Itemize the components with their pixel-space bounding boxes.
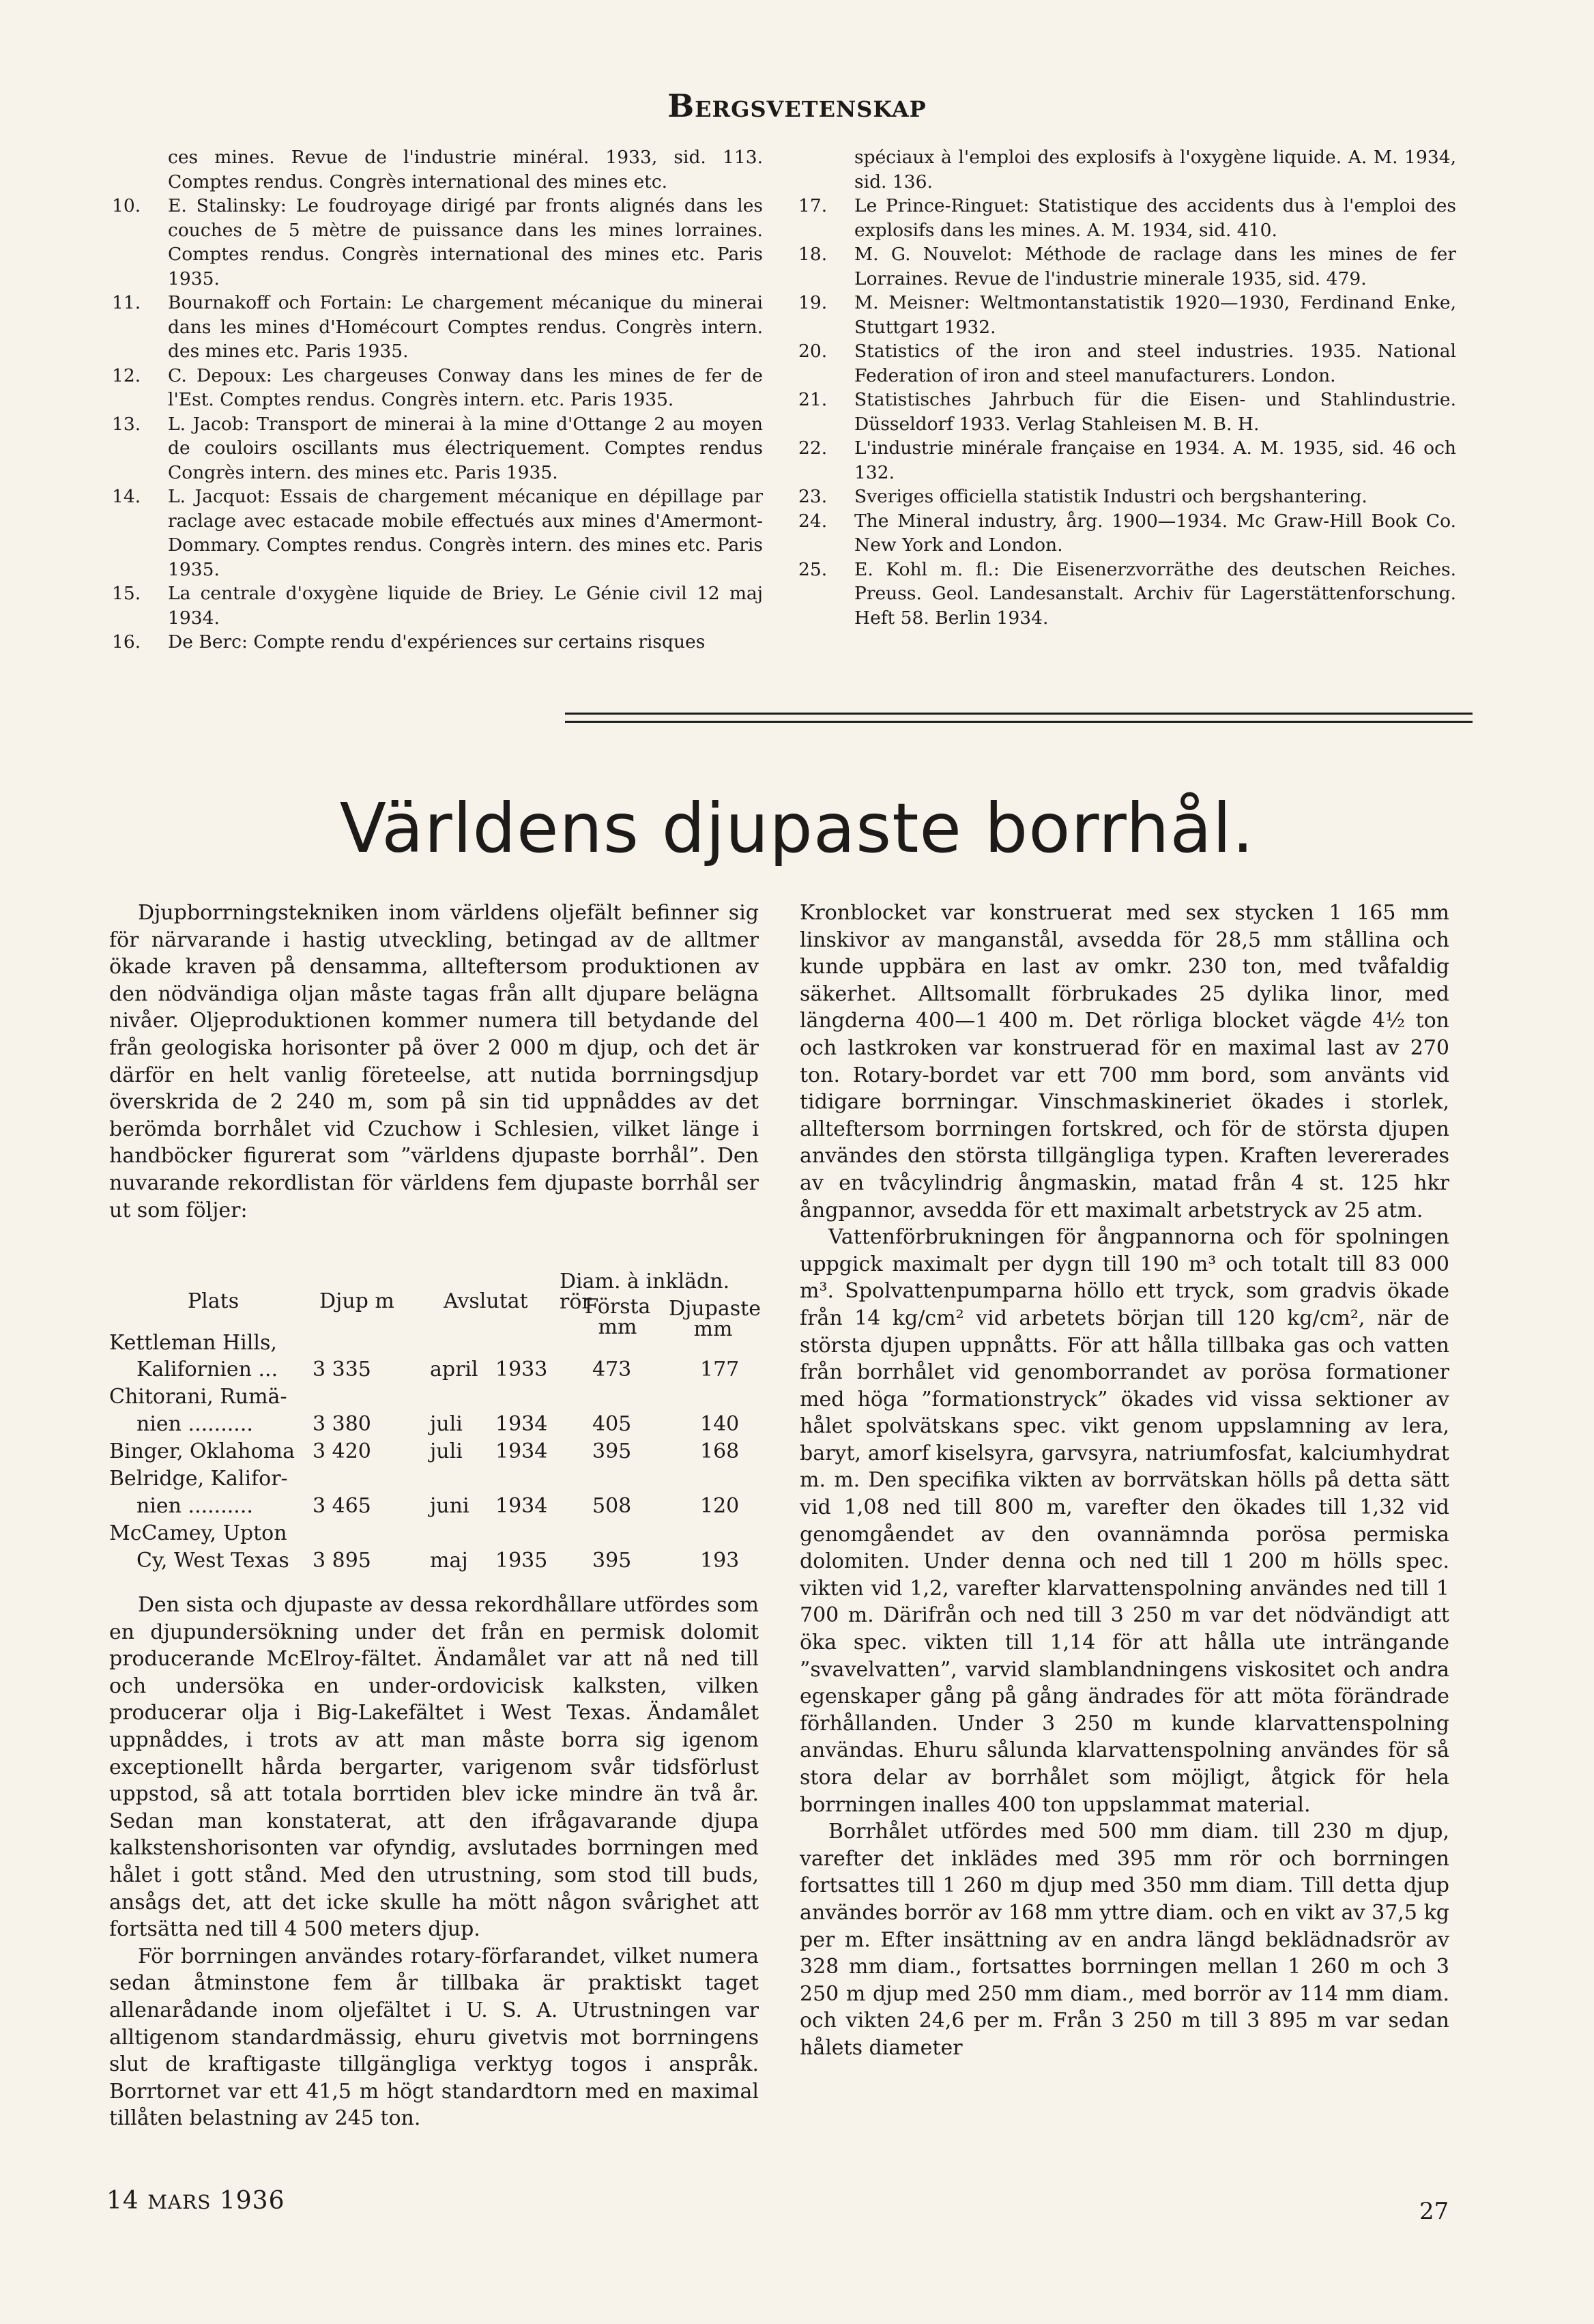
table-row-place: McCamey, Upton [109, 1521, 287, 1545]
reference-item: 22. L'industrie minérale française en 1934. A. M. 1935, sid. 46 och 132. [798, 437, 1456, 483]
table-row-deepest: 193 [700, 1549, 740, 1573]
table-row-month: juli [430, 1439, 463, 1463]
reference-item: 23. Sveriges officiella statistik Industri och bergshantering. [798, 486, 1367, 507]
table-row-month: juli [430, 1412, 463, 1436]
record-table [109, 1259, 759, 1594]
article-paragraph: Vattenförbrukningen för ångpannorna och för spolningen uppgick maximalt per dygn till 190 m³ och totalt till 83 000 m³. Spolvattenpumparna höllo ett tryck, som gradvis ökade från 14 kg/cm² vid arbetets början till 120 kg/cm², när de största djupen uppnåtts. För att hålla tillbaka gas och vatten från borrhålet vid genomborrandet av porösa formationer med höga ”formationstryck” ökades vid vissa sektioner av hålet spolvätskans spec. vikt genom uppslamning av lera, baryt, amorf kiselsyra, garvsyra, natriumfosfat, kalciumhydrat m. m. Den specifika vikten av borrvätskan hölls på detta sätt vid 1,08 ned till 800 m, varefter den ökades till 1,32 vid genomgåendet av den ovannämnda porösa permiska dolomiten. Under denna och ned till 1 200 m hölls spec. vikten vid 1,2, varefter klarvattenspolning användes ned till 1 700 m. Därifrån och ned till 3 250 m var det nödvändigt att öka spec. vikten till 1,14 för att hålla ute inträngande ”svavelvatten”, varvid slamblandningens viskositet och andra egenskaper gång på gång ändrades för att möta förändrade förhållanden. Under 3 250 m kunde klarvattenspolning användas. Ehuru sålunda klarvattenspolning användes för så stora delar av borrhålet som möjligt, åtgick för hela borrningen inalles 400 ton uppslammat material. [800, 1225, 1449, 1817]
table-row-place: Chitorani, Rumä- [109, 1385, 287, 1409]
table-row-depth: 3 465 [313, 1494, 371, 1518]
table-row-deepest: 177 [700, 1358, 740, 1381]
table-header-djup: Djup m [319, 1289, 394, 1313]
table-header-diam: Diam. à inklädn. rör [560, 1269, 730, 1314]
table-row-place: Binger, Oklahoma [109, 1439, 295, 1463]
reference-item: 14. L. Jacquot: Essais de chargement mécanique en dépillage par raclage avec estacade mobile effectués aux mines d'Amermont-Dommary. Comptes rendus. Congrès intern. des mines etc. Paris 1935. [112, 486, 763, 580]
table-row-place: Belridge, Kalifor- [109, 1467, 288, 1491]
article-paragraph: För borrningen användes rotary-förfarandet, vilket numera sedan åtminstone fem år tillbaka är praktiskt taget allenarådande inom oljefältet i U. S. A. Utrustningen var alltigenom standardmässig, ehuru givetvis mot borrningens slut de kraftigaste tillgängliga verktyg togos i anspråk. Borrtornet var ett 41,5 m högt standardtorn med en maximal tillåten belastning av 245 ton. [109, 1944, 759, 2131]
reference-item: ces mines. Revue de l'industrie minéral. 1933, sid. 113. Comptes rendus. Congrès international des mines etc. [168, 147, 763, 192]
running-head-title: Bergsvetenskap [667, 87, 927, 124]
article-title: Världens djupaste borrhål. [339, 788, 1255, 868]
table-row-depth: 3 420 [313, 1439, 371, 1463]
table-header-avslutat: Avslutat [444, 1289, 528, 1313]
reference-item: 11. Bournakoff och Fortain: Le chargement mécanique du minerai dans les mines d'Homécourt Comptes rendus. Congrès intern. des mines etc. Paris 1935. [112, 292, 763, 362]
article-paragraph: Den sista och djupaste av dessa rekordhållare utfördes som en djupundersökning under det från en permisk dolomit producerande McElroy-fältet. Ändamålet var att nå ned till och undersöka en under-ordovicisk kalksten, vilken producerar olja i Big-Lakefältet i West Texas. Ändamålet uppnåddes, i trots av att man måste borra sig igenom exceptionellt hårda bergarter, varigenom svår tidsförlust uppstod, så att totala borrtiden blev icke mindre än två år. Sedan man konstaterat, att den ifrågavarande djupa kalkstenshorisonten var ofyndig, avslutades borrningen med hålet i gott stånd. Med den utrustning, som stod till buds, ansågs det, att det icke skulle ha mött någon svårighet att fortsätta ned till 4 500 meters djup. [109, 1593, 759, 1942]
table-row-year: 1933 [495, 1358, 548, 1381]
article-paragraph: Djupborrningstekniken inom världens oljefält befinner sig för närvarande i hastig utveckling, betingad av de alltmer ökade kraven på densamma, allteftersom produktionen av den nödvändiga oljan måste tagas från allt djupare belägna nivåer. Oljeproduktionen kommer numera till betydande del från geologiska horisonter på över 2 000 m djup, och det är därför en helt vanlig företeelse, att nutida borrningsdjup överskrida de 2 240 m, som på sin tid uppnåddes av det berömda borrhålet vid Czuchow i Schlesien, vilket länge i handböcker figurerat som ”världens djupaste borrhål”. Den nuvarande rekordlistan för världens fem djupaste borrhål ser ut som följer: [109, 901, 759, 1222]
table-row-year: 1934 [495, 1412, 548, 1436]
table-row-month: april [430, 1358, 478, 1381]
table-header-djupaste: Djupaste mm [669, 1297, 761, 1341]
reference-item: 21. Statistisches Jahrbuch für die Eisen- und Stahlindustrie. Düsseldorf 1933. Verlag Stahleisen M. B. H. [798, 389, 1456, 435]
table-row-place: Kettleman Hills, [109, 1331, 277, 1355]
table-row-deepest: 120 [700, 1494, 740, 1518]
article-column-left-top [109, 900, 759, 1224]
table-row-place: nien .......... [136, 1412, 253, 1436]
references-right [793, 145, 1456, 630]
table-row-first: 405 [592, 1412, 632, 1436]
reference-item: 18. M. G. Nouvelot: Méthode de raclage dans les mines de fer Lorraines. Revue de l'industrie minerale 1935, sid. 479. [798, 244, 1456, 289]
reference-item: 13. L. Jacob: Transport de minerai à la mine d'Ottange 2 au moyen de couloirs oscillants mus électriquement. Comptes rendus Congrès intern. des mines etc. Paris 1935. [112, 413, 763, 483]
table-row-first: 395 [592, 1439, 632, 1463]
table-row-month: maj [430, 1549, 468, 1573]
table-row-year: 1934 [495, 1494, 548, 1518]
table-row-place: Cy, West Texas [136, 1549, 289, 1573]
reference-item: 19. M. Meisner: Weltmontanstatistik 1920—1930, Ferdinand Enke, Stuttgart 1932. [798, 292, 1456, 338]
footer-date: 14 MARS 1936 [106, 2187, 285, 2215]
references-left [106, 145, 763, 655]
reference-item: 24. The Mineral industry, årg. 1900—1934. Mc Graw-Hill Book Co. New York and London. [798, 510, 1456, 556]
table-row-deepest: 168 [700, 1439, 740, 1463]
table-row-place: Kalifornien ... [136, 1358, 278, 1381]
table-row-place: nien .......... [136, 1494, 253, 1518]
table-row-depth: 3 895 [313, 1549, 371, 1573]
table-row-first: 473 [592, 1358, 632, 1381]
table-row-first: 508 [592, 1494, 632, 1518]
page-number: 27 [1419, 2198, 1449, 2225]
table-row-year: 1934 [495, 1439, 548, 1463]
table-row-deepest: 140 [700, 1412, 740, 1436]
reference-item: 20. Statistics of the iron and steel industries. 1935. National Federation of iron and steel manufacturers. London. [798, 341, 1456, 386]
article-column-left-bottom [109, 1592, 759, 2132]
running-head [0, 87, 1594, 124]
article-column-right [800, 900, 1449, 2062]
table-row-depth: 3 380 [313, 1412, 371, 1436]
table-header-plats: Plats [188, 1289, 240, 1313]
reference-item: 15. La centrale d'oxygène liquide de Briey. Le Génie civil 12 maj 1934. [112, 583, 763, 629]
table-row-depth: 3 335 [313, 1358, 371, 1381]
article-paragraph: Borrhålet utfördes med 500 mm diam. till 230 m djup, varefter det inklädes med 395 mm rör och borrningen fortsattes till 1 260 m djup med 350 mm diam. Till detta djup användes borrör av 168 mm yttre diam. och en vikt av 37,5 kg per m. Efter insättning av en andra längd beklädnadsrör av 328 mm diam., fortsattes borrningen mellan 1 260 m och 3 250 m djup med 250 mm diam., med borrör av 114 mm diam. och vikten 24,6 per m. Från 3 250 m till 3 895 m var sedan hålets diameter [800, 1820, 1449, 2060]
table-row-first: 395 [592, 1549, 632, 1573]
article-paragraph: Kronblocket var konstruerat med sex stycken 1 165 mm linskivor av manganstål, avsedda för 28,5 mm stållina och kunde uppbära en last av omkr. 230 ton, med tvåfaldig säkerhet. Alltsomallt förbrukades 25 dylika linor, med längderna 400—1 400 m. Det rörliga blocket vägde 4½ ton och lastkroken var konstruerad för en maximal last av 270 ton. Rotary-bordet var ett 700 mm bord, som använts vid tidigare borrningar. Vinschmaskineriet ökades i storlek, allteftersom borrningen fortskred, och för de största djupen användes den största tillgängliga typen. Kraften levererades av en tvåcylindrig ångmaskin, matad från 4 st. 125 hkr ångpannor, avsedda för ett maximalt arbetstryck av 25 atm. [800, 901, 1449, 1222]
reference-item: 16. De Berc: Compte rendu d'expériences sur certains risques [112, 631, 706, 652]
reference-item: 10. E. Stalinsky: Le foudroyage dirigé par fronts alignés dans les couches de 5 mètre de puissance dans les mines lorraines. Comptes rendus. Congrès international des mines etc. Paris 1935. [112, 195, 763, 289]
reference-item: 17. Le Prince-Ringuet: Statistique des accidents dus à l'emploi des explosifs dans les mines. A. M. 1934, sid. 410. [798, 195, 1456, 241]
table-row-month: juni [430, 1494, 469, 1518]
section-divider [565, 713, 1473, 723]
table-row-year: 1935 [495, 1549, 548, 1573]
table-header-forsta: Första mm [584, 1295, 651, 1339]
reference-item: 25. E. Kohl m. fl.: Die Eisenerzvorräthe des deutschen Reiches. Preuss. Geol. Landesanstalt. Archiv für Lagerstättenforschung. Heft 58. Berlin 1934. [798, 558, 1456, 629]
reference-item: spéciaux à l'emploi des explosifs à l'oxygène liquide. A. M. 1934, sid. 136. [854, 147, 1456, 192]
reference-item: 12. C. Depoux: Les chargeuses Conway dans les mines de fer de l'Est. Comptes rendus. Congrès intern. etc. Paris 1935. [112, 364, 763, 410]
